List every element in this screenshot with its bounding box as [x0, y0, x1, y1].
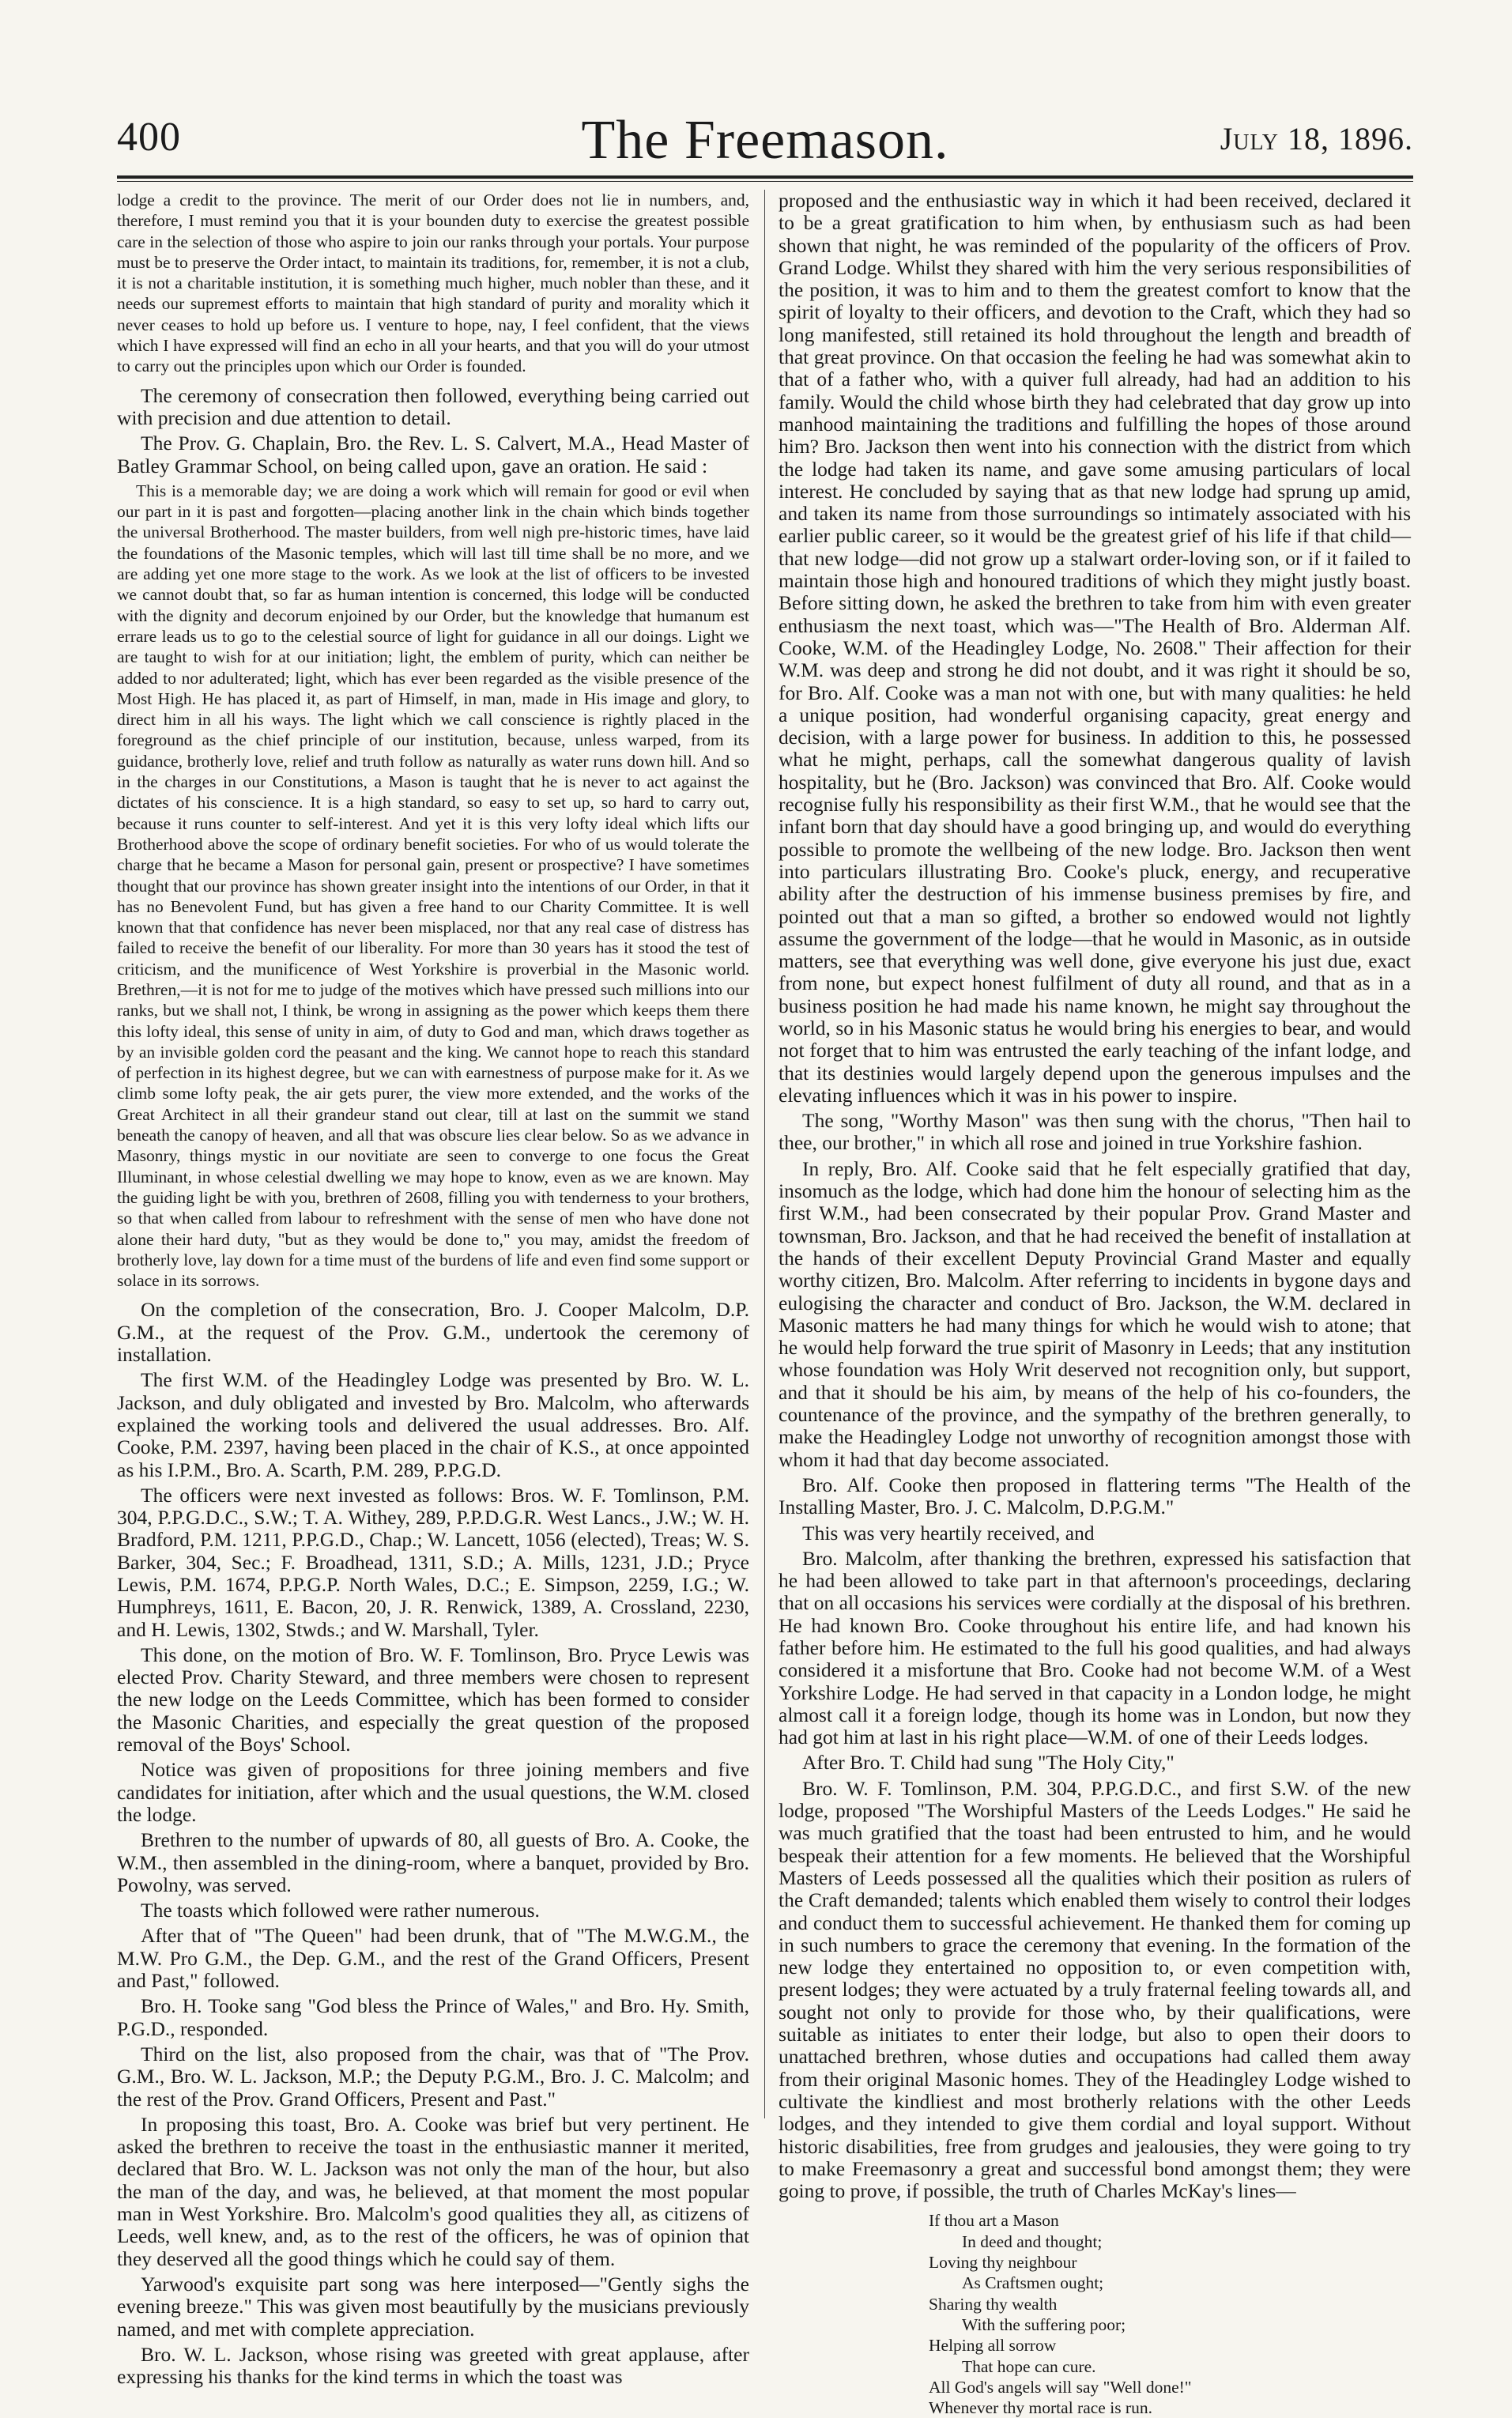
oration-text: This is a memorable day; we are doing a work which will remain for good or evil when our part in it is past and forgotten—placing another link in the chain which binds together the universal Brotherhood. The master builders, from well nigh pre-historic times, have laid the foundations of the Masonic temples, which will last till time shall be no more, and we are adding yet one more stage to the work. As we look at the list of officers to be invested we cannot doubt that, so far as human intention is concerned, this lodge will be conducted with the dignity and decorum enjoined by our Order, but the knowledge that humanum est errare leads us to go to the celestial source of light for guidance in all our doings. Light we are taught to wish for at our initiation; light, the emblem of purity, which can neither be added to nor adulterated; light, which has ever been regarded as the visible presence of the Most High. He has placed it, as part of Himself, in man, made in His image and glory, to direct him in all his ways. The light which we call conscience is rightly placed in the foreground as the chief principle of our institution, because, unless warped, from its guidance, brotherly love, relief and truth follow as naturally as water runs down hill. And so in the charges in our Constitutions, a Mason is taught that he is never to act against the dictates of his conscience. It is a high standard, so easy to set up, so hard to carry out, because it runs counter to self-interest. And yet it is this very lofty ideal which lifts our Brotherhood above the scope of ordinary benefit societies. For who of us would tolerate the charge that he became a Mason for personal gain, present or prospective? I have sometimes thought that our province has shown greater insight into the intentions of our Order, in that it has no Benevolent Fund, but has given a free hand to our Charity Committee. It is well known that that confidence has never been misplaced, nor that any real case of distress has failed to receive the benefit of our liberality. For more than 30 years has it stood the test of criticism, and the munificence of West Yorkshire is proverbial in the Masonic world. Brethren,—it is not for me to judge of the motives which have pressed such millions into our ranks, but we shall not, I think, be wrong in assigning as the power which keeps them there this lofty ideal, this sense of unity in aim, of duty to God and man, which draws together as by an invisible golden cord the peasant and the king. We cannot hope to reach this standard of perfection in its highest degree, but we can with earnestness of purpose make for it. As we climb some lofty peak, the air gets purer, the view more extended, and the works of the Great Architect in all their grandeur stand out clear, till at last on the summit we stand beneath the canopy of heaven, and all that was obscure lies clear below. So as we advance in Masonry, things mystic in our novitiate are seen to converge to one focus the Great Illuminant, in whose celestial dwelling we may hope to know, even as we are known. May the guiding light be with you, brethren of 2608, filling you with tenderness to your brothers, so that when called from labour to refreshment with the sense of men who have done not alone their hard duty, "but as they would be done to," you may, amidst the freedom of brotherly love, lay down for a time must of the burdens of life and even find some support or solace in its sorrows. — [117, 481, 749, 1291]
column-divider — [764, 190, 765, 2118]
poem-line: Sharing thy wealth — [929, 2294, 1058, 2314]
paragraph-first-wm: The first W.M. of the Headingley Lodge was presented by Bro. W. L. Jackson, and duly obligated and invested by Bro. Malcolm, who afterwards explained the working tools and delivered the usual addresses. Bro. Alf. Cooke, P.M. 2397, having been placed in the chair of K.S., at once appointed as his I.P.M., Bro. A. Scarth, P.M. 289, P.P.G.D. — [117, 1368, 749, 1481]
address-continuation: lodge a credit to the province. The merit of our Order does not lie in numbers, and, therefore, I must remind you that it is your bounden duty to exercise the greatest possible care in the selection of those who aspire to join our ranks through your portals. Your purpose must be to preserve the Order intact, to maintain its traditions, for, remember, it is not a club, it is not a charitable institution, it is something much higher, much nobler than these, and it needs our supremest efforts to maintain that high standard of purity and morality which it never ceases to hold up before us. I venture to hope, nay, I feel confident, that the views which I have expressed will find an echo in all your hearts, and that you will do your utmost to carry out the principles upon which our Order is founded. — [117, 190, 749, 376]
poem-line: As Craftsmen ought; — [962, 2273, 1104, 2293]
paragraph-cooke-proposing: In proposing this toast, Bro. A. Cooke was brief but very pertinent. He asked the brethren to receive the toast in the enthusiastic manner it merited, declared that Bro. W. L. Jackson was not only the man of the hour, but also the man of the day, and was, he believed, at that moment the most popular man in West Yorkshire. Bro. Malcolm's good qualities they all, as citizens of Leeds, well knew, and, as to the rest of the officers, he was of opinion that they deserved all the good things which he could say of them. — [117, 2112, 749, 2270]
paragraph-cooke-reply: In reply, Bro. Alf. Cooke said that he felt especially gratified that day, insomuch as the lodge, which had done him the honour of selecting him as the first W.M., had been consecrated by their popular Prov. Grand Master and townsman, Bro. Jackson, and that he had received the benefit of installation at the hands of their excellent Deputy Provincial Grand Master and equally worthy citizen, Bro. Malcolm. After referring to incidents in bygone days and eulogising the character and conduct of Bro. Jackson, the W.M. declared in Masonic matters he had many things for which he would wish to atone; that he would help forward the true spirit of Masonry in Leeds; that any institution whose foundation was Holy Writ deserved not recognition only, but support, and that it should be his aim, by means of the help of his co-founders, the countenance of the province, and the sympathy of the brethren generally, to make the Headingley Lodge not unworthy of recognition amongst those with whom it had that day become associated. — [779, 1156, 1411, 1471]
paragraph-chaplain: The Prov. G. Chaplain, Bro. the Rev. L. S. Calvert, M.A., Head Master of Batley Grammar School, on being called upon, gave an oration. He said : — [117, 432, 749, 477]
header-rule-thin — [117, 181, 1413, 182]
paragraph-heartily-received: This was very heartily received, and — [802, 1521, 1095, 1545]
header-rule-thick — [117, 175, 1413, 179]
paragraph-holy-city: After Bro. T. Child had sung "The Holy City," — [802, 1751, 1175, 1775]
paragraph-worthy-mason: The song, "Worthy Mason" was then sung with the chorus, "Then hail to thee, our brother," in which all rose and joined in true Yorkshire fashion. — [779, 1109, 1411, 1155]
masthead — [117, 109, 1413, 172]
paragraph-tomlinson-toast: Bro. W. F. Tomlinson, P.M. 304, P.P.G.D.C., and first S.W. of the new lodge, proposed "The Worshipful Masters of the Leeds Lodges." He said he was much gratified that the toast had been entrusted to him, and he would bespeak their attention for a few moments. He believed that the Worshipful Masters of Leeds possessed all the qualities which their position as rulers of the Craft demanded; talents which enabled them wisely to control their lodges and conduct them to successful achievement. He thanked them for coming up in such numbers to grace the ceremony that evening. In the formation of the new lodge they entertained no opposition to, or even competition with, present lodges; they were actuated by a truly fraternal feeling towards all, and sought not only to provide for those who, by their qualifications, were suitable as initiates to enter their lodge, but also to open their doors to unattached brethren, whose duties and occupations had called them away from their original Masonic homes. They of the Headingley Lodge wished to cultivate the kindliest and most brotherly relations with the other Leeds lodges, and they intended to give them cordial and loyal support. Without historic disabilities, free from grudges and jealousies, they were going to try to make Freemasonry a great and successful bond amongst them; they were going to prove, if possible, the truth of Charles McKay's lines— — [779, 1776, 1411, 2203]
right-column — [779, 189, 1411, 2418]
poem-line: Loving thy neighbour — [929, 2253, 1077, 2273]
paragraph-malcolm-reply: Bro. Malcolm, after thanking the brethren, expressed his satisfaction that he had been allowed to take part in that afternoon's proceedings, declaring that on all occasions his services were cordially at the disposal of his brethren. He had known Bro. Cooke throughout his entire life, and had known his father before him. He estimated to the full his good qualities, and had always considered it a misfortune that Bro. Cooke had not become W.M. of a West Yorkshire Lodge. He had served in that capacity in a London lodge, he might almost call it a foreign lodge, though its home was in London, but now they had got him at last in his right place—W.M. of one of their Leeds lodges. — [779, 1546, 1411, 1749]
page-number: 400 — [117, 115, 181, 160]
poem-line: In deed and thought; — [962, 2231, 1103, 2251]
paragraph-installing-master-toast: Bro. Alf. Cooke then proposed in flattering terms "The Health of the Installing Master, Bro. J. C. Malcolm, D.P.G.M." — [779, 1473, 1411, 1519]
paragraph-jackson-reply: Bro. W. L. Jackson, whose rising was greeted with great applause, after expressing his thanks for the kind terms in which the toast was — [117, 2342, 749, 2389]
poem-line: Whenever thy mortal race is run. — [929, 2398, 1152, 2418]
paragraph-notice: Notice was given of propositions for three joining members and five candidates for initiation, after which and the usual questions, the W.M. closed the lodge. — [117, 1758, 749, 1826]
newspaper-title: The Freemason. — [581, 110, 949, 171]
poem-line: With the suffering poor; — [962, 2314, 1126, 2334]
poem-line: Helping all sorrow — [929, 2336, 1057, 2356]
poem-block — [929, 2210, 1411, 2418]
poem-line: All God's angels will say "Well done!" — [929, 2377, 1192, 2397]
paragraph-toasts: The toasts which followed were rather numerous. — [141, 1899, 540, 1922]
paragraph-prov-gm-toast: Third on the list, also proposed from the chair, was that of "The Prov. G.M., Bro. W. L. Jackson, M.P.; the Deputy P.G.M., Bro. J. C. Malcolm; and the rest of the Prov. Grand Officers, Present and Past." — [117, 2042, 749, 2111]
issue-date: July 18, 1896. — [1220, 121, 1413, 157]
paragraph-officers: The officers were next invested as follows: Bros. W. F. Tomlinson, P.M. 304, P.P.G.D.C., S.W.; T. A. Withey, 289, P.P.D.G.R. West Lancs., J.W.; W. H. Bradford, P.M. 1211, P.P.G.D., Chap.; W. Lancett, 1056 (elected), Treas; W. S. Barker, 304, Sec.; F. Broadhead, 1311, S.D.; A. Mills, 1231, J.D.; Pryce Lewis, P.M. 1674, P.P.G.P. North Wales, D.C.; E. Simpson, 2259, I.G.; W. Humphreys, 1611, E. Bacon, 20, J. R. Renwick, 1389, A. Crossland, 2230, and H. Lewis, 1302, Stwds.; and W. Marshall, Tyler. — [117, 1483, 749, 1641]
paragraph-part-song: Yarwood's exquisite part song was here interposed—"Gently sighs the evening breeze." This was given most beautifully by the musicians previously named, and met with complete appreciation. — [117, 2272, 749, 2341]
poem-line: If thou art a Mason — [929, 2211, 1059, 2231]
left-column — [117, 190, 749, 2389]
poem-line: That hope can cure. — [962, 2356, 1096, 2376]
paragraph-banquet: Brethren to the number of upwards of 80, all guests of Bro. A. Cooke, the W.M., then assembled in the dining-room, where a banquet, provided by Bro. Powolny, was served. — [117, 1828, 749, 1896]
paragraph-prince-of-wales: Bro. H. Tooke sang "God bless the Prince of Wales," and Bro. Hy. Smith, P.G.D., responded. — [117, 1994, 749, 2040]
paragraph-installation: On the completion of the consecration, Bro. J. Cooper Malcolm, D.P. G.M., at the request of the Prov. G.M., undertook the ceremony of installation. — [117, 1298, 749, 1367]
paragraph-jackson-continued: proposed and the enthusiastic way in which it had been received, declared it to be a great gratification to him when, by enthusiasm such as had been shown that night, he was reminded of the popularity of the officers of Prov. Grand Lodge. Whilst they shared with him the very serious responsibilities of the position, it was to him and to them the greatest comfort to know that the spirit of loyalty to their officers, and devotion to the Craft, which they had so long manifested, still retained its hold throughout the length and breadth of that great province. On that occasion the feeling he had was somewhat akin to that of a father who, with a quiver full already, had had an addition to his family. Would the child whose birth they had celebrated that day grow up into manhood maintaining the traditions and fulfilling the hopes of those around him? Bro. Jackson then went into his connection with the district from which the lodge had taken its name, and gave some amusing particulars of local interest. He concluded by saying that as that new lodge had sprung up amid, and taken its name from those surroundings so intimately associated with his earlier public career, so it would be the greatest grief of his life if that child—that new lodge—did not grow up a stalwart order-loving son, or if it failed to maintain those high and honoured traditions of which they might justly boast. Before sitting down, he asked the brethren to take from him with even greater enthusiasm the next toast, which was—"The Health of Bro. Alderman Alf. Cooke, W.M. of the Headingley Lodge, No. 2608." Their affection for their W.M. was deep and strong he did not doubt, and it was right it should be so, for Bro. Alf. Cooke was a man not with one, but with many qualities: he held a unique position, had wonderful organising capacity, great energy and decision, with a large power for business. In addition to this, he possessed what he might, perhaps, call the somewhat dangerous quality of lavish hospitality, but he (Bro. Jackson) was convinced that Bro. Alf. Cooke would recognise fully his responsibility as their first W.M., that he would see that the infant born that day should have a good bringing up, and would do everything possible to promote the wellbeing of the new lodge. Bro. Jackson then went into particulars illustrating Bro. Cooke's pluck, energy, and recuperative ability after the destruction of his immense business premises by fire, and pointed out that a man so gifted, a brother so endowed would not lightly assume the government of the lodge—that he would in Masonic, as in outside matters, see that everything was well done, give everyone his just due, exact from none, but expect honest fulfilment of duty all round, and that as in a business position he had made his name known, he might say throughout the world, so in his Masonic status he would bring his energies to bear, and would not forget that to him was entrusted the early teaching of the infant lodge, and that its destinies would largely depend upon the generous impulses and the elevating influences which it was in his power to inspire. — [779, 189, 1411, 1107]
paragraph-charity-steward: This done, on the motion of Bro. W. F. Tomlinson, Bro. Pryce Lewis was elected Prov. Charity Steward, and three members were chosen to represent the new lodge on the Leeds Committee, which has been formed to consider the Masonic Charities, and especially the great question of the proposed removal of the Boys' School. — [117, 1643, 749, 1756]
paragraph-consecration: The ceremony of consecration then followed, everything being carried out with precision and due attention to detail. — [117, 383, 749, 429]
paragraph-queen-toast: After that of "The Queen" had been drunk, that of "The M.W.G.M., the M.W. Pro G.M., the Dep. G.M., and the rest of the Grand Officers, Present and Past," followed. — [117, 1924, 749, 1993]
